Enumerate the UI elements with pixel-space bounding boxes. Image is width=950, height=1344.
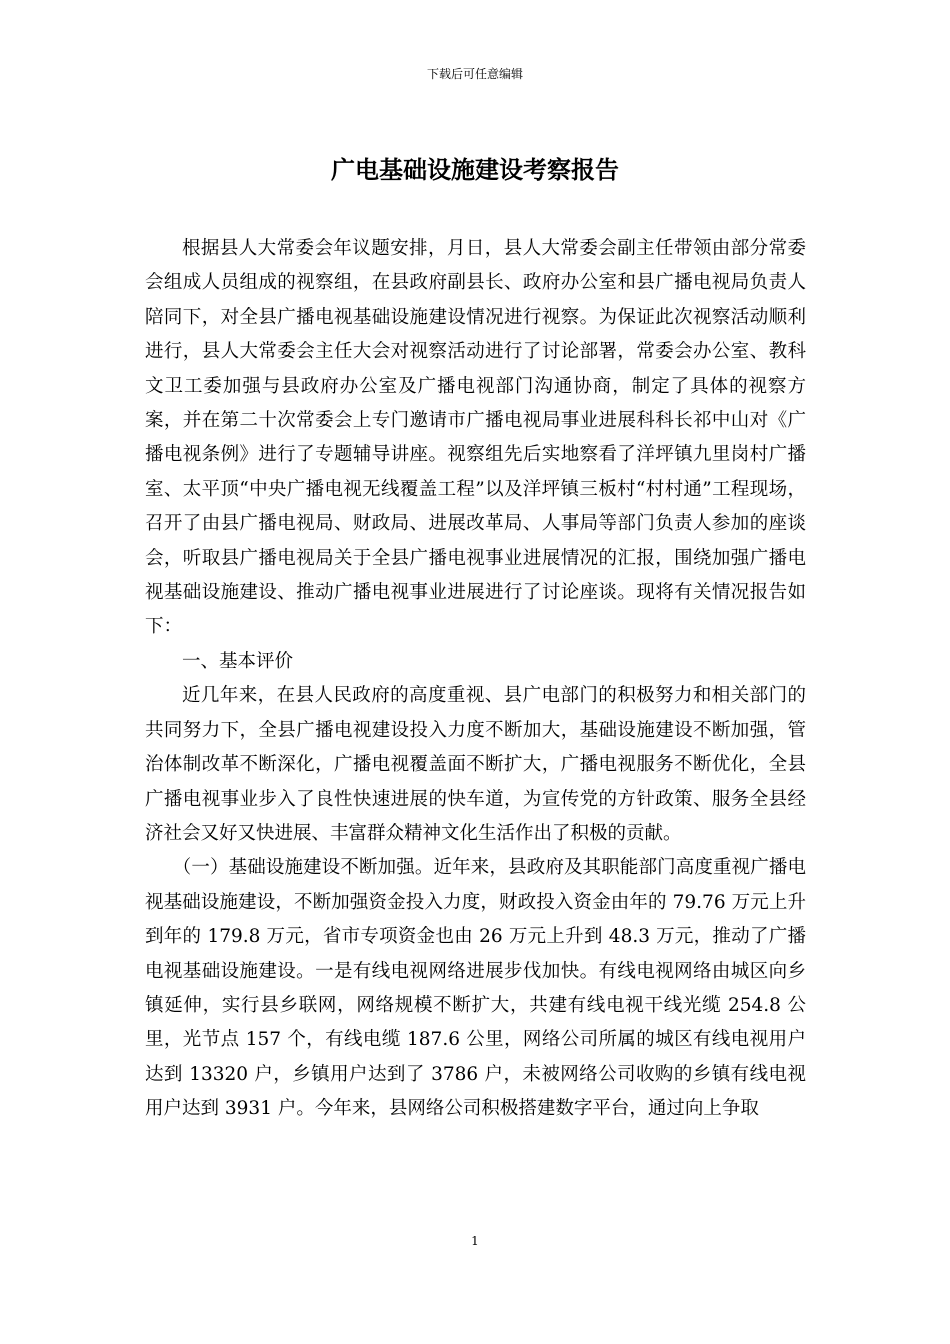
header-note: 下载后可任意编辑: [426, 67, 523, 81]
paragraph-intro: 根据县人大常委会年议题安排，月日，县人大常委会副主任带领由部分常委会组成人员组成的视察组，在县政府副县长、政府办公室和县广播电视局负责人陪同下，对全县广播电视基础设施建设情况进行视察。为保证此次视察活动顺利进行，县人大常委会主任大会对视察活动进行了讨论部署，常委会办公室、教科文卫工委加强与县政府办公室及广播电视部门沟通协商，制定了具体的视察方案，并在第二十次常委会上专门邀请市广播电视局事业进展科科长祁中山对《广播电视条例》进行了专题辅导讲座。视察组先后实地察看了洋坪镇九里岗村广播室、太平顶“中央广播电视无线覆盖工程”以及洋坪镇三板村“村村通”工程现场，召开了由县广播电视局、财政局、进展改革局、人事局等部门负责人参加的座谈会，听取县广播电视局关于全县广播电视事业进展情况的汇报，围绕加强广播电视基础设施建设、推动广播电视事业进展进行了讨论座谈。现将有关情况报告如下：: [145, 238, 806, 638]
document-body: [145, 232, 806, 1127]
section-heading-basic-evaluation: 一、基本评价: [182, 650, 294, 672]
document-title: 广电基础设施建设考察报告: [331, 155, 619, 184]
paragraph-overview: 近几年来，在县人民政府的高度重视、县广电部门的积极努力和相关部门的共同努力下，全县广播电视建设投入力度不断加大，基础设施建设不断加强，管治体制改革不断深化，广播电视覆盖面不断扩大，广播电视服务不断优化，全县广播电视事业步入了良性快速进展的快车道，为宣传党的方针政策、服务全县经济社会又好又快进展、丰富群众精神文化生活作出了积极的贡献。: [145, 685, 806, 844]
page-number: 1: [471, 1234, 479, 1248]
paragraph-infrastructure: （一）基础设施建设不断加强。近年来，县政府及其职能部门高度重视广播电视基础设施建设，不断加强资金投入力度，财政投入资金由年的 79.76 万元上升到年的 179.8 万元，省市专项资金也由 26 万元上升到 48.3 万元，推动了广播电视基础设施建设。一是有线电视网络进展步伐加快。有线电视网络由城区向乡镇延伸，实行县乡联网，网络规模不断扩大，共建有线电视干线光缆 254.8 公里，光节点 157 个，有线电缆 187.6 公里，网络公司所属的城区有线电视用户达到 13320 户，乡镇用户达到了 3786 户，未被网络公司收购的乡镇有线电视用户达到 3931 户。今年来，县网络公司积极搭建数字平台，通过向上争取: [145, 857, 806, 1120]
